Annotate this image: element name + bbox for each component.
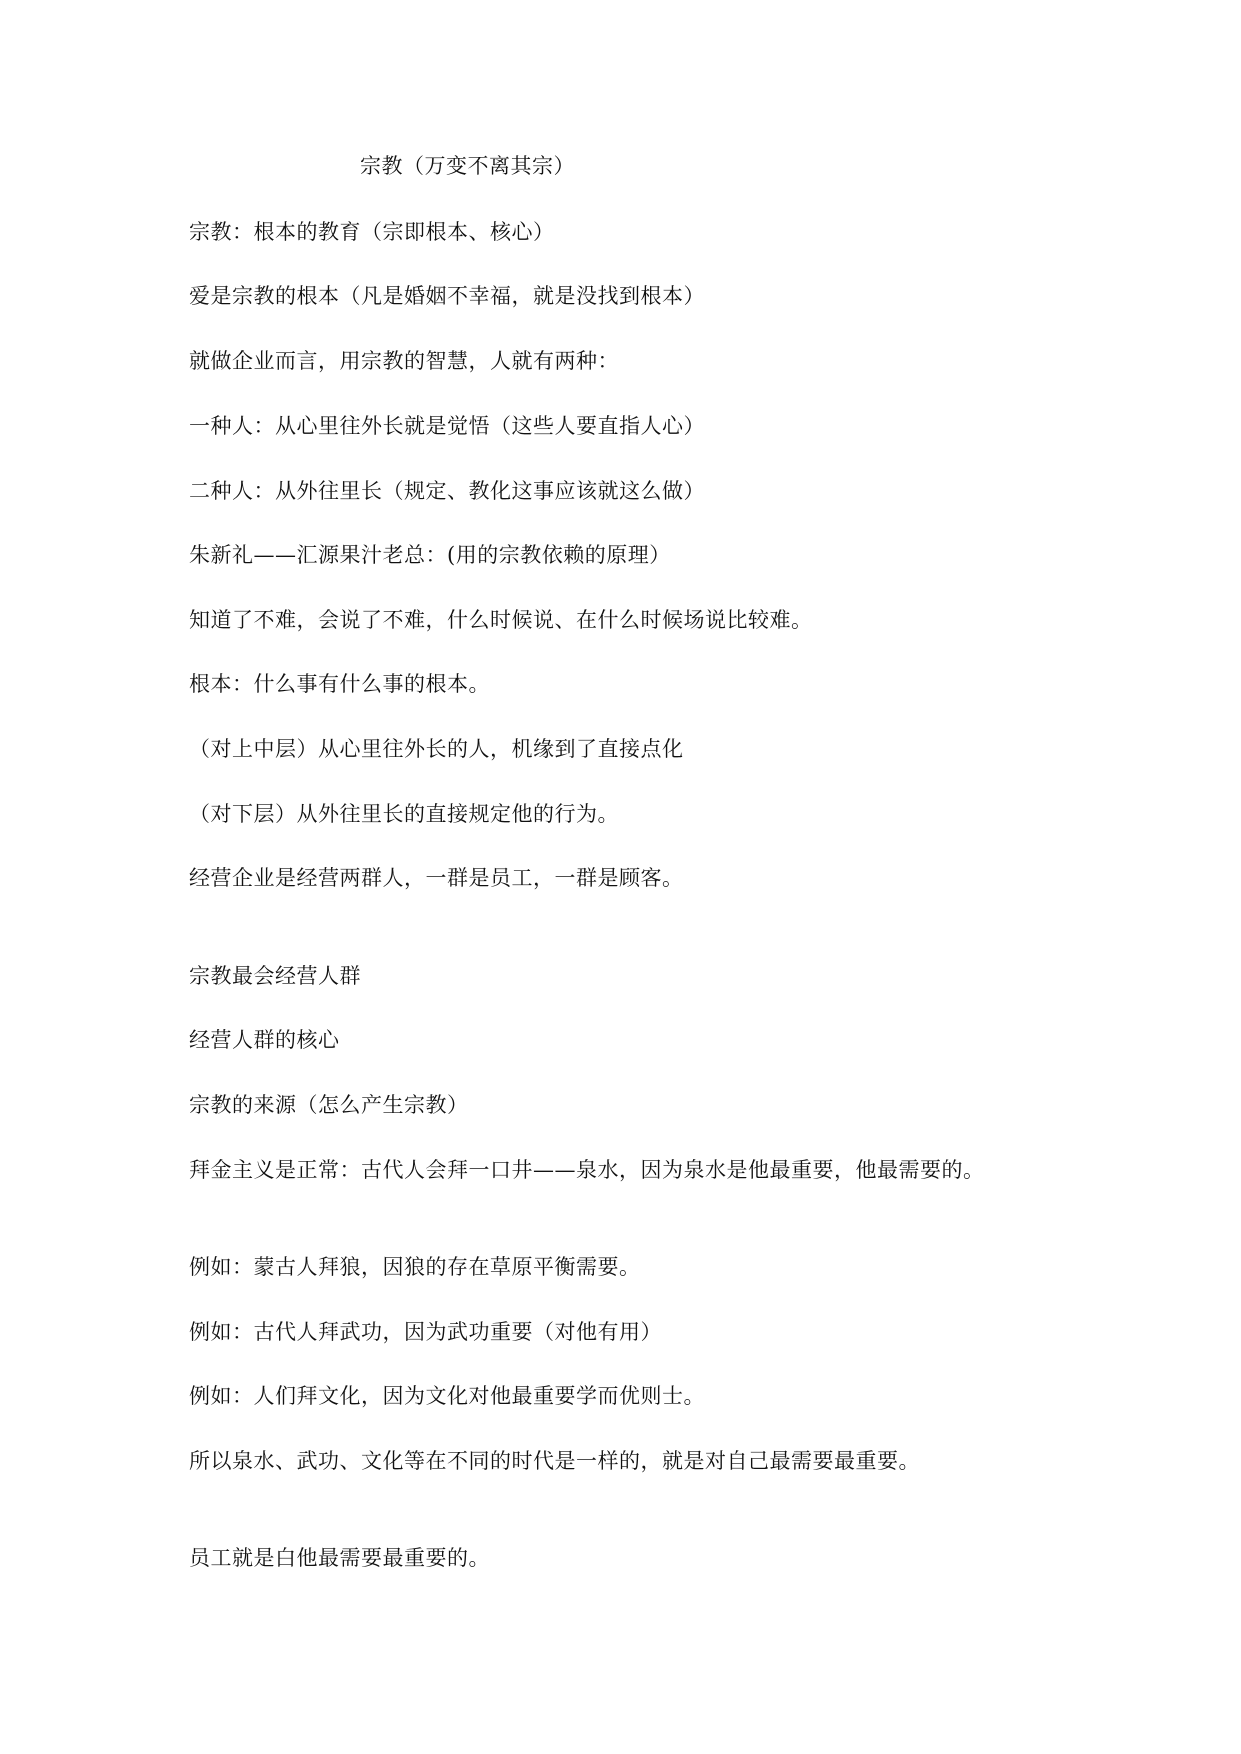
text-line: （对上中层）从心里往外长的人，机缘到了直接点化 [189, 737, 684, 761]
text-line: 例如：人们拜文化，因为文化对他最重要学而优则士。 [189, 1384, 705, 1408]
text-line: 知道了不难，会说了不难，什么时候说、在什么时候场说比较难。 [189, 608, 813, 632]
text-line: 二种人：从外往里长（规定、教化这事应该就这么做） [189, 479, 705, 503]
text-line: 宗教最会经营人群 [189, 964, 361, 988]
text-line: 朱新礼——汇源果汁老总：(用的宗教依赖的原理） [189, 543, 671, 567]
text-line: 拜金主义是正常：古代人会拜一口井——泉水，因为泉水是他最重要，他最需要的。 [189, 1158, 985, 1182]
text-line: 一种人：从心里往外长就是觉悟（这些人要直指人心） [189, 414, 705, 438]
text-line: 例如：蒙古人拜狼，因狼的存在草原平衡需要。 [189, 1255, 641, 1279]
text-line: 例如：古代人拜武功，因为武功重要（对他有用） [189, 1320, 662, 1344]
text-line: 爱是宗教的根本（凡是婚姻不幸福，就是没找到根本） [189, 284, 705, 308]
text-line: 经营企业是经营两群人，一群是员工，一群是顾客。 [189, 866, 684, 890]
text-line: 经营人群的核心 [189, 1028, 340, 1052]
text-line: 宗教的来源（怎么产生宗教） [189, 1093, 469, 1117]
text-line: 根本：什么事有什么事的根本。 [189, 672, 490, 696]
document-title: 宗教（万变不离其宗） [360, 154, 575, 178]
text-line: （对下层）从外往里长的直接规定他的行为。 [189, 802, 619, 826]
text-line: 员工就是白他最需要最重要的。 [189, 1546, 490, 1570]
text-line: 宗教：根本的教育（宗即根本、核心） [189, 220, 555, 244]
text-line: 所以泉水、武功、文化等在不同的时代是一样的，就是对自己最需要最重要。 [189, 1449, 920, 1473]
text-line: 就做企业而言，用宗教的智慧，人就有两种： [189, 349, 619, 373]
